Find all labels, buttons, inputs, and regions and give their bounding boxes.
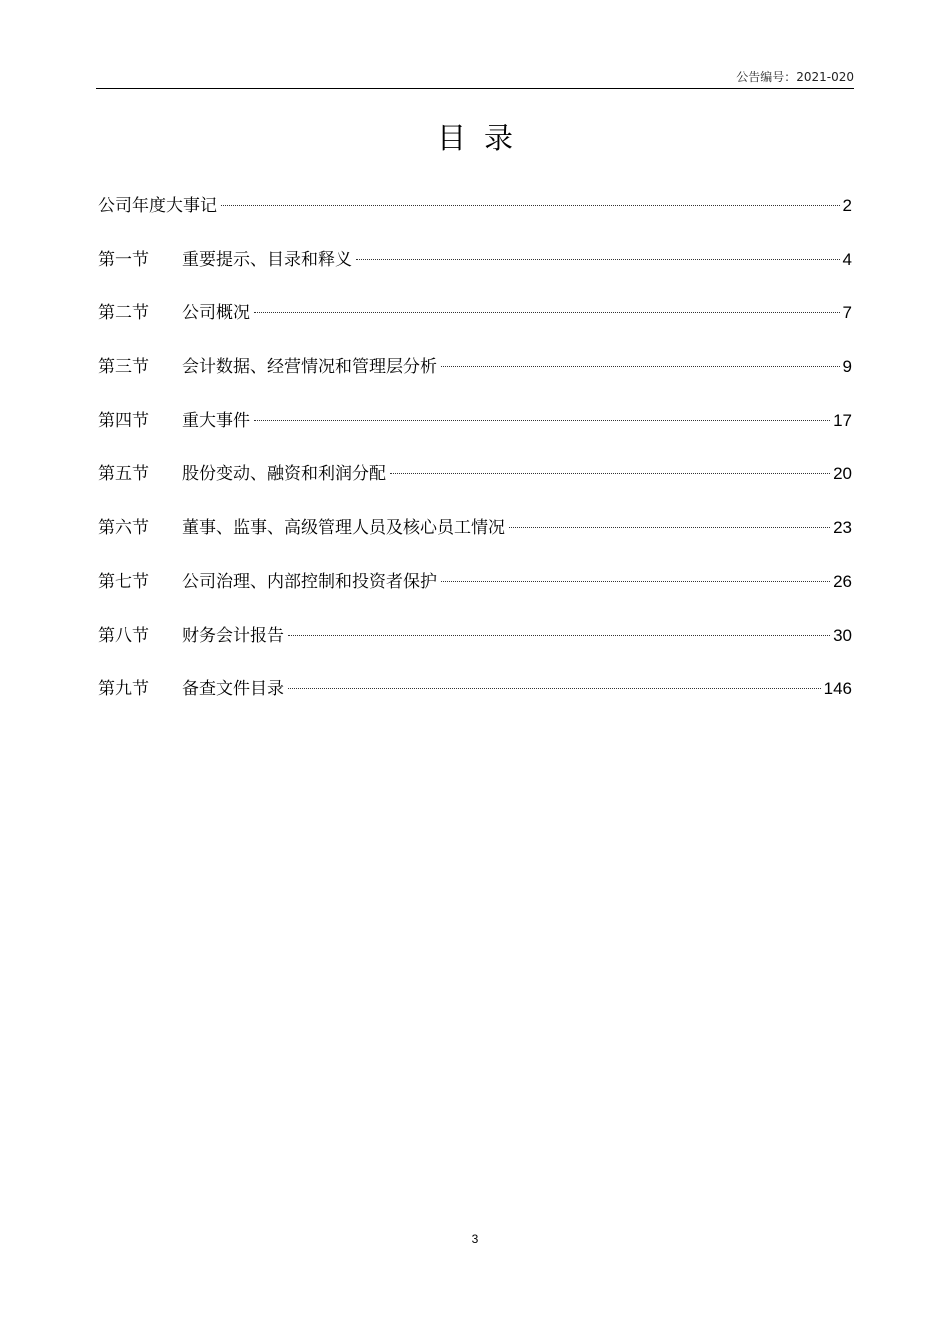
toc-entry-page: 146	[823, 679, 852, 699]
toc-entry-page: 7	[842, 303, 852, 323]
toc-dot-leader	[288, 688, 821, 689]
toc-entry-page: 9	[842, 357, 852, 377]
toc-entry-page: 26	[833, 571, 852, 591]
toc-entry-page: 2	[842, 196, 852, 215]
header-divider	[96, 88, 854, 89]
toc-dot-leader	[390, 473, 830, 474]
toc-entry-label: 股份变动、融资和利润分配	[182, 464, 386, 485]
toc-entry-page: 17	[833, 410, 852, 430]
toc-dot-leader	[509, 527, 830, 528]
toc-dot-leader	[441, 581, 830, 582]
toc-dot-leader	[356, 259, 840, 260]
toc-entry-section-3[interactable]	[98, 350, 852, 404]
toc-entry-section-6[interactable]	[98, 511, 852, 565]
toc-dot-leader	[441, 366, 840, 367]
page-number: 3	[471, 1232, 479, 1246]
toc-dot-leader	[254, 420, 830, 421]
toc-entry-label: 重要提示、目录和释义	[182, 249, 352, 270]
toc-entry-page: 4	[842, 249, 852, 269]
toc-entry-page: 23	[833, 518, 852, 538]
toc-dot-leader	[221, 205, 840, 206]
toc-section-number: 第一节	[98, 249, 149, 270]
toc-entry-label: 重大事件	[182, 410, 250, 431]
toc-entry-section-2[interactable]	[98, 296, 852, 350]
toc-entry-label: 董事、监事、高级管理人员及核心员工情况	[182, 518, 505, 539]
toc-entry-label: 备查文件目录	[182, 679, 284, 700]
toc-section-number: 第三节	[98, 357, 149, 378]
toc-entry-label: 财务会计报告	[182, 625, 284, 646]
toc-entry-section-4[interactable]	[98, 404, 852, 458]
toc-section-number: 第六节	[98, 518, 149, 539]
toc-entry-label: 公司治理、内部控制和投资者保护	[182, 571, 437, 592]
toc-title: 目录	[436, 121, 531, 155]
toc-entry-page: 30	[833, 625, 852, 645]
toc-section-number: 第九节	[98, 679, 149, 700]
toc-entry-page: 20	[833, 464, 852, 484]
toc-dot-leader	[254, 312, 840, 313]
toc-entry-chronicle[interactable]	[98, 189, 852, 243]
toc-section-number: 第五节	[98, 464, 149, 485]
toc-entry-section-1[interactable]	[98, 243, 852, 297]
toc-section-number: 第四节	[98, 410, 149, 431]
toc-entry-section-9[interactable]	[98, 672, 852, 726]
toc-section-number: 第八节	[98, 625, 149, 646]
table-of-contents	[98, 189, 852, 726]
toc-entry-label: 公司年度大事记	[98, 196, 217, 216]
toc-section-number: 第二节	[98, 303, 149, 324]
toc-section-number: 第七节	[98, 571, 149, 592]
announcement-number: 公告编号：2021-020	[736, 70, 854, 84]
toc-entry-label: 公司概况	[182, 303, 250, 324]
toc-dot-leader	[288, 635, 830, 636]
toc-entry-label: 会计数据、经营情况和管理层分析	[182, 357, 437, 378]
toc-entry-section-5[interactable]	[98, 457, 852, 511]
toc-entry-section-7[interactable]	[98, 565, 852, 619]
toc-entry-section-8[interactable]	[98, 619, 852, 673]
